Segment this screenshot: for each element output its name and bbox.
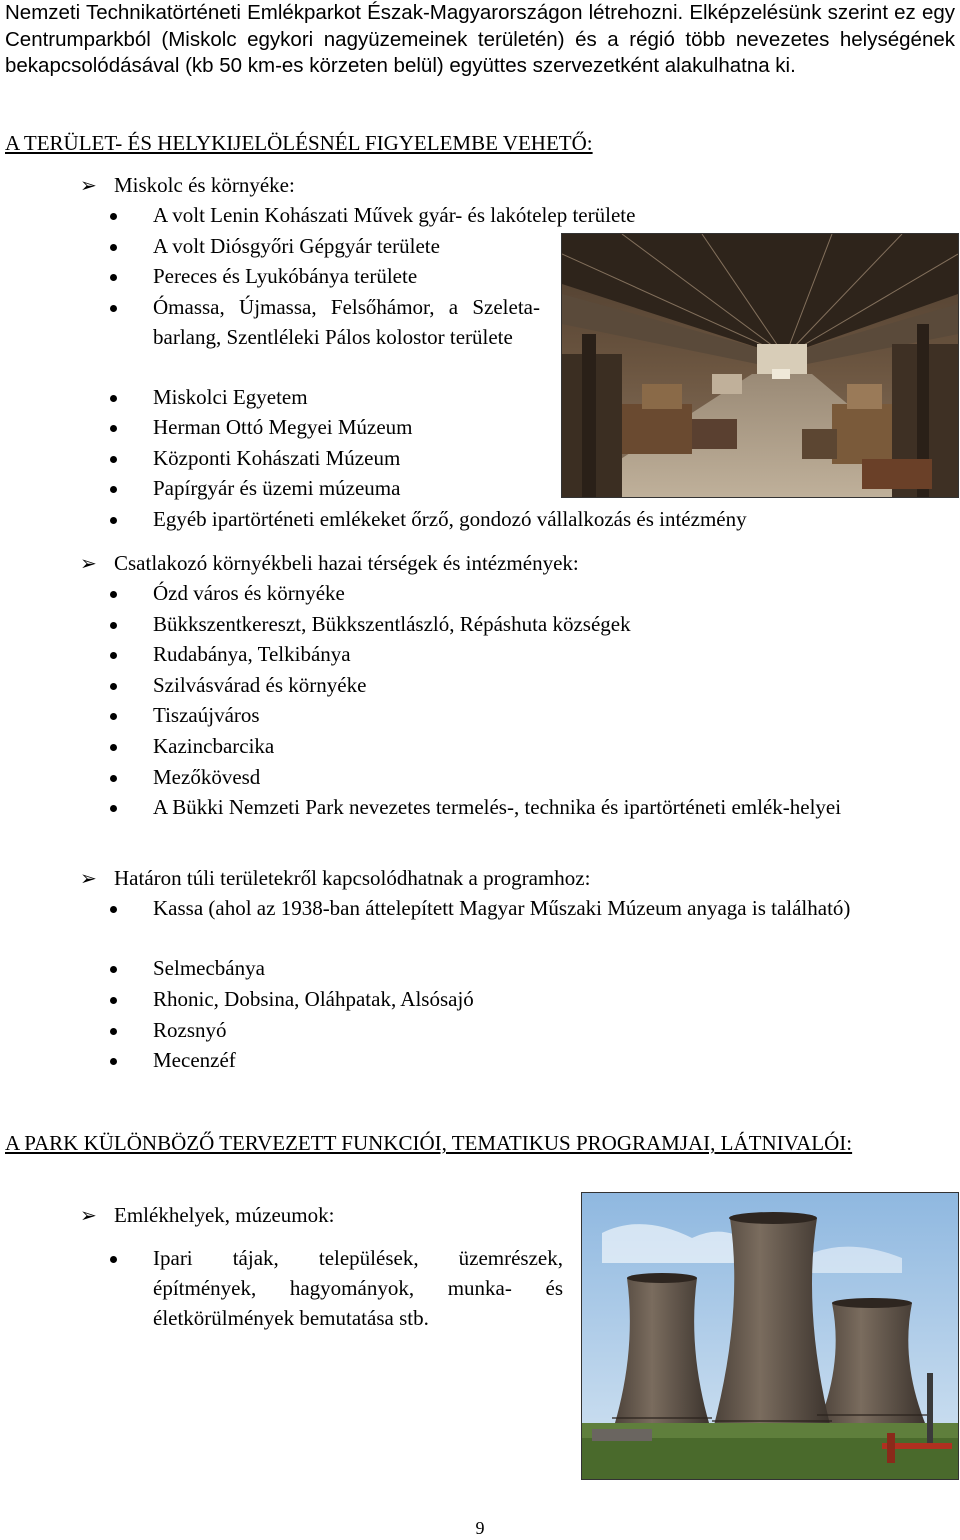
bullet-dot-icon (110, 713, 117, 720)
list-item: Egyéb ipartörténeti emlékeket őrző, gondozó vállalkozás és intézmény (110, 504, 930, 534)
cooling-towers-photo (581, 1192, 959, 1480)
section-title-domestic (80, 548, 579, 579)
arrow-bullet-icon: ➢ (80, 553, 97, 575)
list-item: Miskolci Egyetem (110, 382, 550, 412)
bullet-dot-icon (110, 775, 117, 782)
bullet-dot-icon (110, 425, 117, 432)
section-title-text: Csatlakozó környékbeli hazai térségek és intézmények: (114, 551, 579, 575)
bullet-dot-icon (110, 456, 117, 463)
list-item: Papírgyár és üzemi múzeuma (110, 473, 550, 503)
bullet-dot-icon (110, 1256, 117, 1263)
list-item: A Bükki Nemzeti Park nevezetes termelés-, technika és ipartörténeti emlék-helyei (110, 792, 956, 822)
bullet-dot-icon (110, 244, 117, 251)
list-item: Rozsnyó (110, 1015, 930, 1045)
bullet-dot-icon (110, 683, 117, 690)
list-item: Kazincbarcika (110, 731, 930, 761)
section-title-text: Miskolc és környéke: (114, 173, 295, 197)
arrow-bullet-icon: ➢ (80, 175, 97, 197)
arrow-bullet-icon: ➢ (80, 1205, 97, 1227)
bullet-dot-icon (110, 744, 117, 751)
list-item: Rudabánya, Telkibánya (110, 639, 930, 669)
bullet-dot-icon (110, 805, 117, 812)
list-item: Selmecbánya (110, 953, 930, 983)
bullet-dot-icon (110, 966, 117, 973)
section-title-text: Határon túli területekről kapcsolódhatnak a programhoz: (114, 866, 591, 890)
list-item: Szilvásvárad és környéke (110, 670, 930, 700)
bullet-dot-icon (110, 274, 117, 281)
list-item: Ózd város és környéke (110, 578, 930, 608)
section-title-abroad (80, 863, 590, 894)
bullet-dot-icon (110, 906, 117, 913)
bullet-dot-icon (110, 1028, 117, 1035)
page-number: 9 (475, 1518, 485, 1538)
list-item: Herman Ottó Megyei Múzeum (110, 412, 550, 442)
heading-site-selection: A TERÜLET- ÉS HELYKIJELÖLÉSNÉL FIGYELEMBE VEHETŐ: (5, 131, 593, 155)
list-item: Kassa (ahol az 1938-ban áttelepített Magyar Műszaki Múzeum anyaga is található) (110, 893, 956, 923)
industrial-hall-photo (561, 233, 959, 498)
list-item: A volt Lenin Kohászati Művek gyár- és lakótelep területe (110, 200, 750, 230)
section-title-memorials (80, 1200, 334, 1231)
list-item: Mezőkövesd (110, 762, 930, 792)
arrow-bullet-icon: ➢ (80, 868, 97, 890)
bullet-dot-icon (110, 486, 117, 493)
bullet-dot-icon (110, 1058, 117, 1065)
list-item: Bükkszentkereszt, Bükkszentlászló, Répáshuta községek (110, 609, 930, 639)
list-item: Központi Kohászati Múzeum (110, 443, 550, 473)
bullet-dot-icon (110, 997, 117, 1004)
list-item: Ómassa, Újmassa, Felsőhámor, a Szeleta-barlang, Szentléleki Pálos kolostor területe (110, 292, 540, 352)
section-title-text: Emlékhelyek, múzeumok: (114, 1203, 335, 1227)
list-item: Pereces és Lyukóbánya területe (110, 261, 550, 291)
bullet-dot-icon (110, 395, 117, 402)
bullet-dot-icon (110, 517, 117, 524)
bullet-dot-icon (110, 305, 117, 312)
list-item: Tiszaújváros (110, 700, 930, 730)
list-item: Mecenzéf (110, 1045, 930, 1075)
section-title-miskolc (80, 170, 295, 201)
bullet-dot-icon (110, 213, 117, 220)
bullet-dot-icon (110, 622, 117, 629)
bullet-dot-icon (110, 591, 117, 598)
intro-paragraph: Nemzeti Technikatörténeti Emlékparkot Észak-Magyarországon létrehozni. Elképzelésünk szerint ez egy Centrumparkból (Miskolc egykori nagyüzemeinek területén) és a régió több nevezetes helységének bekapcsolódásával (kb 50 km-es körzeten belül) együttes szervezetként alakulhatna ki. (5, 1, 955, 77)
list-item: A volt Diósgyőri Gépgyár területe (110, 231, 550, 261)
list-item: Ipari tájak, települések, üzemrészek, építmények, hagyományok, munka- és életkörülmények bemutatása stb. (110, 1243, 563, 1333)
bullet-dot-icon (110, 652, 117, 659)
heading-park-functions: A PARK KÜLÖNBÖZŐ TERVEZETT FUNKCIÓI, TEMATIKUS PROGRAMJAI, LÁTNIVALÓI: (5, 1131, 853, 1155)
list-item: Rhonic, Dobsina, Oláhpatak, Alsósajó (110, 984, 930, 1014)
